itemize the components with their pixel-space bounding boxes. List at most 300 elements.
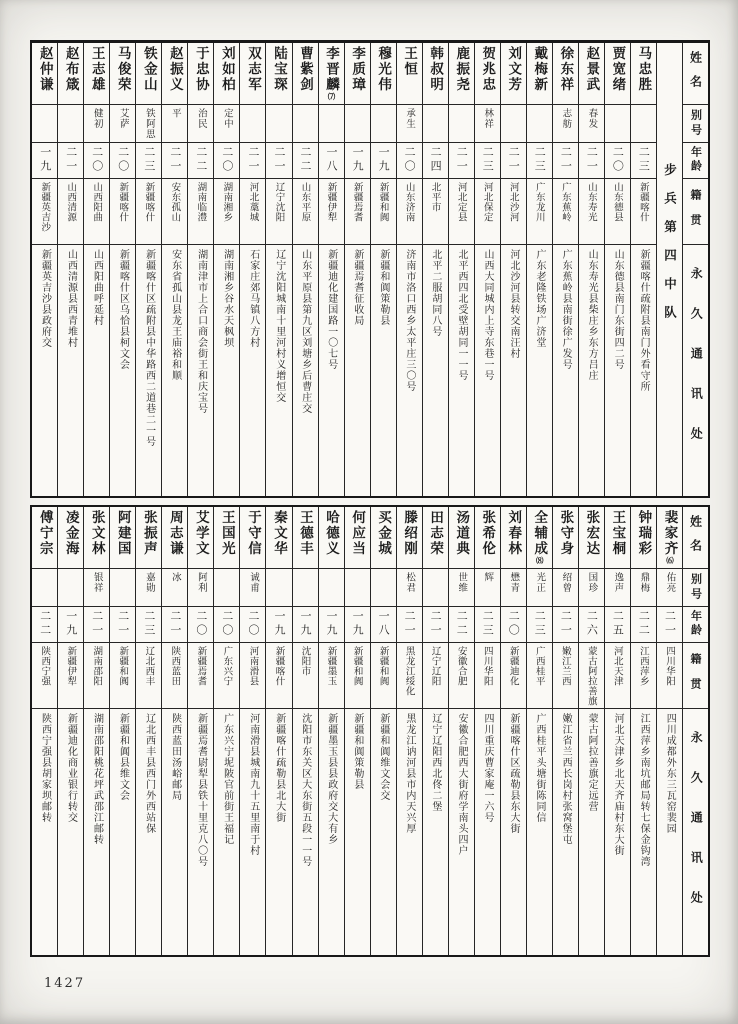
name-cell <box>657 507 682 569</box>
address-cell <box>136 245 161 496</box>
person-age: 二三 <box>637 146 651 174</box>
person-name: 马俊荣 <box>114 46 131 93</box>
origin-cell <box>266 179 291 245</box>
person-origin: 蒙古阿拉善旗 <box>585 646 597 706</box>
origin-cell <box>345 643 370 709</box>
address-cell <box>32 245 57 496</box>
name-cell <box>345 43 370 105</box>
origin-cell <box>449 643 474 709</box>
roster-column <box>266 507 292 955</box>
person-age: 一九 <box>351 610 365 638</box>
name-cell <box>240 43 265 105</box>
roster-column <box>58 507 84 955</box>
person-name: 秦文华 <box>270 510 287 557</box>
alias-cell <box>371 569 396 607</box>
age-cell <box>214 143 239 179</box>
person-address: 湖南湘乡谷水天枫坝 <box>221 249 233 348</box>
origin-cell <box>162 179 187 245</box>
origin-cell <box>319 179 344 245</box>
person-age: 二二 <box>455 610 469 638</box>
person-origin: 广西桂平 <box>533 646 545 686</box>
person-name: 张振声 <box>140 510 157 557</box>
person-origin: 嫩江兰西 <box>559 646 571 686</box>
person-age: 二三 <box>142 610 156 638</box>
person-age: 二三 <box>533 146 547 174</box>
roster-column <box>397 43 423 496</box>
person-origin: 山东寿光 <box>585 182 597 222</box>
address-cell <box>345 245 370 496</box>
roster-column <box>136 507 162 955</box>
origin-cell <box>475 179 500 245</box>
alias-cell <box>110 105 135 143</box>
address-cell <box>345 709 370 955</box>
person-name: 于守信 <box>244 510 261 557</box>
alias-cell <box>631 105 656 143</box>
address-cell <box>266 709 291 955</box>
person-alias: 承生 <box>404 108 416 129</box>
person-name: 刘文芳 <box>505 46 522 93</box>
person-origin: 山东德县 <box>611 182 623 222</box>
person-alias: 治民 <box>195 108 207 129</box>
person-address: 北平二服胡同八号 <box>429 249 441 337</box>
person-alias: 冰 <box>169 572 181 583</box>
alias-cell <box>136 569 161 607</box>
age-cell <box>214 607 239 643</box>
person-origin: 辽北西丰 <box>143 646 155 686</box>
roster-column <box>631 507 657 955</box>
address-cell <box>657 709 682 955</box>
origin-cell <box>214 643 239 709</box>
age-cell <box>110 143 135 179</box>
name-cell <box>397 507 422 569</box>
person-origin: 新疆墨玉 <box>325 646 337 686</box>
age-cell <box>631 607 656 643</box>
person-name: 王国光 <box>218 510 235 557</box>
person-alias: 平 <box>169 108 181 119</box>
age-cell <box>605 607 630 643</box>
person-address: 北平西四北受壁胡同一一号 <box>455 249 467 381</box>
alias-cell <box>345 105 370 143</box>
person-alias: 国珍 <box>586 572 598 593</box>
name-cell <box>240 507 265 569</box>
person-origin: 河北藁城 <box>247 182 259 222</box>
person-origin: 新疆喀什 <box>273 646 285 686</box>
alias-cell <box>266 569 291 607</box>
person-name: 徐东祥 <box>557 46 574 93</box>
person-name: 凌金海 <box>62 510 79 557</box>
name-cell <box>136 43 161 105</box>
person-origin: 江西萍乡 <box>637 646 649 686</box>
person-origin: 湖南邵阳 <box>91 646 103 686</box>
alias-cell <box>501 569 526 607</box>
person-name: 贺兆忠 <box>479 46 496 93</box>
age-cell <box>501 607 526 643</box>
name-cell <box>84 507 109 569</box>
person-address: 黑龙江讷河县市内天兴厚 <box>403 713 415 834</box>
person-name: 张守身 <box>557 510 574 557</box>
address-cell <box>214 709 239 955</box>
person-name: 哈德义 <box>323 510 340 557</box>
age-cell <box>162 143 187 179</box>
person-origin: 新疆和阗 <box>117 646 129 686</box>
age-cell <box>397 607 422 643</box>
address-cell <box>84 709 109 955</box>
age-cell <box>449 143 474 179</box>
header-origin: 籍贯 <box>683 643 708 709</box>
origin-cell <box>188 643 213 709</box>
roster-column <box>423 507 449 955</box>
person-age: 二二 <box>299 146 313 174</box>
person-address: 沈阳市东关区大东街五段一一号 <box>299 713 311 867</box>
age-cell <box>501 143 526 179</box>
person-address: 新疆和阗县维文会 <box>117 713 129 801</box>
roster-column <box>32 43 58 496</box>
age-cell <box>266 607 291 643</box>
name-cell <box>293 43 318 105</box>
name-cell <box>32 507 57 569</box>
address-cell <box>240 709 265 955</box>
alias-cell <box>449 105 474 143</box>
person-name: 钟瑞彩 <box>635 510 652 557</box>
person-address: 广东兴宁坭陂官前街王福记 <box>221 713 233 845</box>
name-cell <box>527 43 552 105</box>
person-name: 田志荣 <box>427 510 444 557</box>
person-address: 湖南津市上合口商会街王和庆宝号 <box>195 249 207 414</box>
person-address: 辽北西丰县西门外西站保 <box>143 713 155 834</box>
person-origin: 河北天津 <box>611 646 623 686</box>
alias-cell <box>397 569 422 607</box>
person-origin: 新疆焉耆 <box>351 182 363 222</box>
person-name: 王宝桐 <box>609 510 626 557</box>
address-cell <box>501 245 526 496</box>
alias-cell <box>110 569 135 607</box>
person-address: 新疆和阗策勒县 <box>377 249 389 326</box>
roster-column <box>110 507 136 955</box>
roster-column <box>371 507 397 955</box>
header-address: 永久通讯处 <box>689 731 704 931</box>
person-age: 二一 <box>663 610 677 638</box>
origin-cell <box>605 643 630 709</box>
header-name: 姓名 <box>683 43 708 105</box>
age-cell <box>84 607 109 643</box>
person-age: 二一 <box>90 610 104 638</box>
person-name: 刘春林 <box>505 510 522 557</box>
alias-cell <box>579 105 604 143</box>
origin-cell <box>319 643 344 709</box>
age-cell <box>345 607 370 643</box>
name-cell <box>319 507 344 569</box>
origin-cell <box>110 643 135 709</box>
age-cell <box>423 607 448 643</box>
age-cell <box>319 143 344 179</box>
person-name: 赵仲谦 <box>36 46 53 93</box>
age-cell <box>32 143 57 179</box>
person-origin: 安徽合肥 <box>455 646 467 686</box>
person-origin: 陕西宁强 <box>39 646 51 686</box>
person-age: 一九 <box>351 146 365 174</box>
origin-cell <box>266 643 291 709</box>
person-alias: 艾萨 <box>117 108 129 129</box>
person-address: 河北天津乡北天齐庙村东大街 <box>612 713 624 856</box>
person-age: 二三 <box>142 146 156 174</box>
origin-cell <box>397 643 422 709</box>
name-cell <box>501 43 526 105</box>
roster-column <box>240 507 266 955</box>
name-cell <box>527 507 552 569</box>
person-origin: 黑龙江绥化 <box>403 646 415 696</box>
person-address: 河南滑县城南九十五里南于村 <box>247 713 259 856</box>
person-alias: 懋青 <box>508 572 520 593</box>
person-address: 安徽合肥西大街府学南头四户 <box>455 713 467 856</box>
person-age: 二二 <box>194 146 208 174</box>
person-origin: 河南滑县 <box>247 646 259 686</box>
person-name: 周志谦 <box>166 510 183 557</box>
person-origin: 新疆喀什 <box>117 182 129 222</box>
person-alias: 鼎梅 <box>638 572 650 593</box>
name-cell <box>605 507 630 569</box>
person-address: 新疆喀什区疏附县中华路西二道巷二一号 <box>143 249 155 447</box>
address-cell <box>319 245 344 496</box>
alias-cell <box>553 569 578 607</box>
name-cell <box>214 43 239 105</box>
name-annotation: ⑹ <box>665 556 675 564</box>
person-name: 买金城 <box>375 510 392 557</box>
person-age: 二一 <box>403 610 417 638</box>
name-cell <box>475 43 500 105</box>
roster-column <box>579 507 605 955</box>
name-cell <box>345 507 370 569</box>
person-age: 二〇 <box>246 610 260 638</box>
age-cell <box>579 607 604 643</box>
age-cell <box>84 143 109 179</box>
person-alias: 辉 <box>482 572 494 583</box>
person-alias: 光正 <box>534 572 546 593</box>
person-name: 张宏达 <box>583 510 600 557</box>
alias-cell <box>423 105 448 143</box>
address-cell <box>553 709 578 955</box>
person-name: 阿建国 <box>114 510 131 557</box>
address-cell <box>188 709 213 955</box>
alias-cell <box>266 105 291 143</box>
name-cell <box>371 507 396 569</box>
roster-column <box>58 43 84 496</box>
person-name: 李晋麟 <box>323 46 340 93</box>
roster-column <box>423 43 449 496</box>
roster-column <box>214 507 240 955</box>
person-origin: 辽宁沈阳 <box>273 182 285 222</box>
alias-cell <box>657 569 682 607</box>
name-cell <box>188 507 213 569</box>
person-address: 江西萍乡南坑邮局转七保金钩湾 <box>638 713 650 867</box>
origin-cell <box>657 643 682 709</box>
person-address: 四川成都外东三瓦窑裴园 <box>664 713 676 834</box>
age-cell <box>240 143 265 179</box>
person-origin: 新疆喀什 <box>143 182 155 222</box>
address-cell <box>397 709 422 955</box>
person-address: 新疆喀什疏附县南门外看守所 <box>638 249 650 392</box>
address-cell <box>188 245 213 496</box>
person-name: 李质璋 <box>349 46 366 93</box>
person-origin: 新疆伊犁 <box>65 646 77 686</box>
age-cell <box>345 143 370 179</box>
name-cell <box>449 43 474 105</box>
person-age: 一九 <box>64 610 78 638</box>
address-cell <box>449 245 474 496</box>
person-age: 二〇 <box>220 610 234 638</box>
address-cell <box>293 245 318 496</box>
age-cell <box>188 143 213 179</box>
roster-column <box>449 43 475 496</box>
person-name: 鹿振尧 <box>453 46 470 93</box>
person-alias: 春发 <box>586 108 598 129</box>
name-annotation: ⑻ <box>535 556 545 564</box>
person-age: 二三 <box>533 610 547 638</box>
alias-cell <box>527 569 552 607</box>
age-cell <box>553 607 578 643</box>
person-origin: 湖南湘乡 <box>221 182 233 222</box>
person-age: 一九 <box>377 146 391 174</box>
roster-column <box>501 43 527 496</box>
unit-cell <box>657 43 682 496</box>
name-cell <box>214 507 239 569</box>
address-cell <box>631 245 656 496</box>
roster-column <box>319 507 345 955</box>
person-age: 一九 <box>325 610 339 638</box>
name-cell <box>475 507 500 569</box>
alias-cell <box>188 105 213 143</box>
person-origin: 湖南临澧 <box>195 182 207 222</box>
address-cell <box>110 709 135 955</box>
person-alias: 健初 <box>91 108 103 129</box>
person-address: 辽宁沈阳城南十里河村义增恒交 <box>273 249 285 403</box>
person-name: 马忠胜 <box>635 46 652 93</box>
address-cell <box>397 245 422 496</box>
origin-cell <box>631 643 656 709</box>
person-address: 新疆喀什区疏勒县东大街 <box>508 713 520 834</box>
person-name: 王恒 <box>401 46 418 77</box>
person-age: 二一 <box>507 146 521 174</box>
address-cell <box>371 245 396 496</box>
origin-cell <box>110 179 135 245</box>
age-cell <box>579 143 604 179</box>
person-address: 新疆和阗维文会交 <box>377 713 389 801</box>
name-cell <box>579 507 604 569</box>
person-address: 湖南邵阳桃花坪武邵江邮转 <box>91 713 103 845</box>
person-address: 新疆和阗策勒县 <box>351 713 363 790</box>
origin-cell <box>449 179 474 245</box>
person-origin: 山西阳曲 <box>91 182 103 222</box>
person-origin: 新疆伊犁 <box>325 182 337 222</box>
address-cell <box>162 245 187 496</box>
origin-cell <box>240 179 265 245</box>
header-age: 年龄 <box>683 607 708 643</box>
address-cell <box>58 245 83 496</box>
alias-cell <box>397 105 422 143</box>
origin-cell <box>58 643 83 709</box>
origin-cell <box>475 643 500 709</box>
name-cell <box>553 43 578 105</box>
person-alias: 阿利 <box>195 572 207 593</box>
person-origin: 山西清源 <box>65 182 77 222</box>
person-address: 嫩江省兰西长岗村张窝堡屯 <box>560 713 572 845</box>
person-origin: 新疆英吉沙 <box>39 182 51 232</box>
person-name: 滕绍刚 <box>401 510 418 557</box>
person-address: 济南市洛口西乡太平庄三〇号 <box>403 249 415 392</box>
origin-cell <box>214 179 239 245</box>
alias-cell <box>423 569 448 607</box>
person-age: 一九 <box>299 610 313 638</box>
unit-column <box>657 43 683 496</box>
age-cell <box>136 143 161 179</box>
roster-column <box>475 507 501 955</box>
name-cell <box>631 507 656 569</box>
age-cell <box>266 143 291 179</box>
header-origin: 籍贯 <box>683 179 708 245</box>
origin-cell <box>32 179 57 245</box>
roster-column <box>84 507 110 955</box>
person-name: 赵布箴 <box>62 46 79 93</box>
origin-cell <box>423 643 448 709</box>
alias-cell <box>58 105 83 143</box>
person-alias: 诚甫 <box>247 572 259 593</box>
address-cell <box>527 245 552 496</box>
person-origin: 新疆焉耆 <box>195 646 207 686</box>
address-cell <box>605 245 630 496</box>
address-cell <box>32 709 57 955</box>
age-cell <box>605 143 630 179</box>
alias-cell <box>188 569 213 607</box>
person-address: 山东平原县第九区刘塘乡后曹庄交 <box>299 249 311 414</box>
origin-cell <box>84 179 109 245</box>
name-annotation: ⑺ <box>327 92 337 100</box>
name-cell <box>605 43 630 105</box>
age-cell <box>475 607 500 643</box>
roster-column <box>553 43 579 496</box>
person-age: 二一 <box>116 610 130 638</box>
age-cell <box>293 607 318 643</box>
person-address: 广东老隆铁场广济堂 <box>534 249 546 348</box>
roster-column <box>266 43 292 496</box>
person-address: 新疆迪化建国路一〇七号 <box>325 249 337 370</box>
person-age: 二三 <box>481 146 495 174</box>
person-name: 于忠协 <box>192 46 209 93</box>
alias-cell <box>553 105 578 143</box>
person-address: 新疆喀什区乌恰县柯文会 <box>117 249 129 370</box>
person-name: 贾宽绪 <box>609 46 626 93</box>
person-address: 广东蕉岭县南街徐广发号 <box>560 249 572 370</box>
address-cell <box>423 709 448 955</box>
person-origin: 四川华阳 <box>663 646 675 686</box>
age-cell <box>58 143 83 179</box>
alias-cell <box>214 569 239 607</box>
person-address: 新疆焉耆征收局 <box>351 249 363 326</box>
person-age: 二一 <box>455 146 469 174</box>
age-cell <box>527 607 552 643</box>
origin-cell <box>136 643 161 709</box>
roster-column <box>293 43 319 496</box>
address-cell <box>293 709 318 955</box>
address-cell <box>527 709 552 955</box>
name-cell <box>397 43 422 105</box>
person-address: 河北沙河县转交南汪村 <box>508 249 520 359</box>
person-alias: 银祥 <box>91 572 103 593</box>
person-origin: 新疆迪化 <box>507 646 519 686</box>
age-cell <box>110 607 135 643</box>
age-cell <box>136 607 161 643</box>
name-cell <box>631 43 656 105</box>
address-cell <box>214 245 239 496</box>
name-cell <box>110 43 135 105</box>
